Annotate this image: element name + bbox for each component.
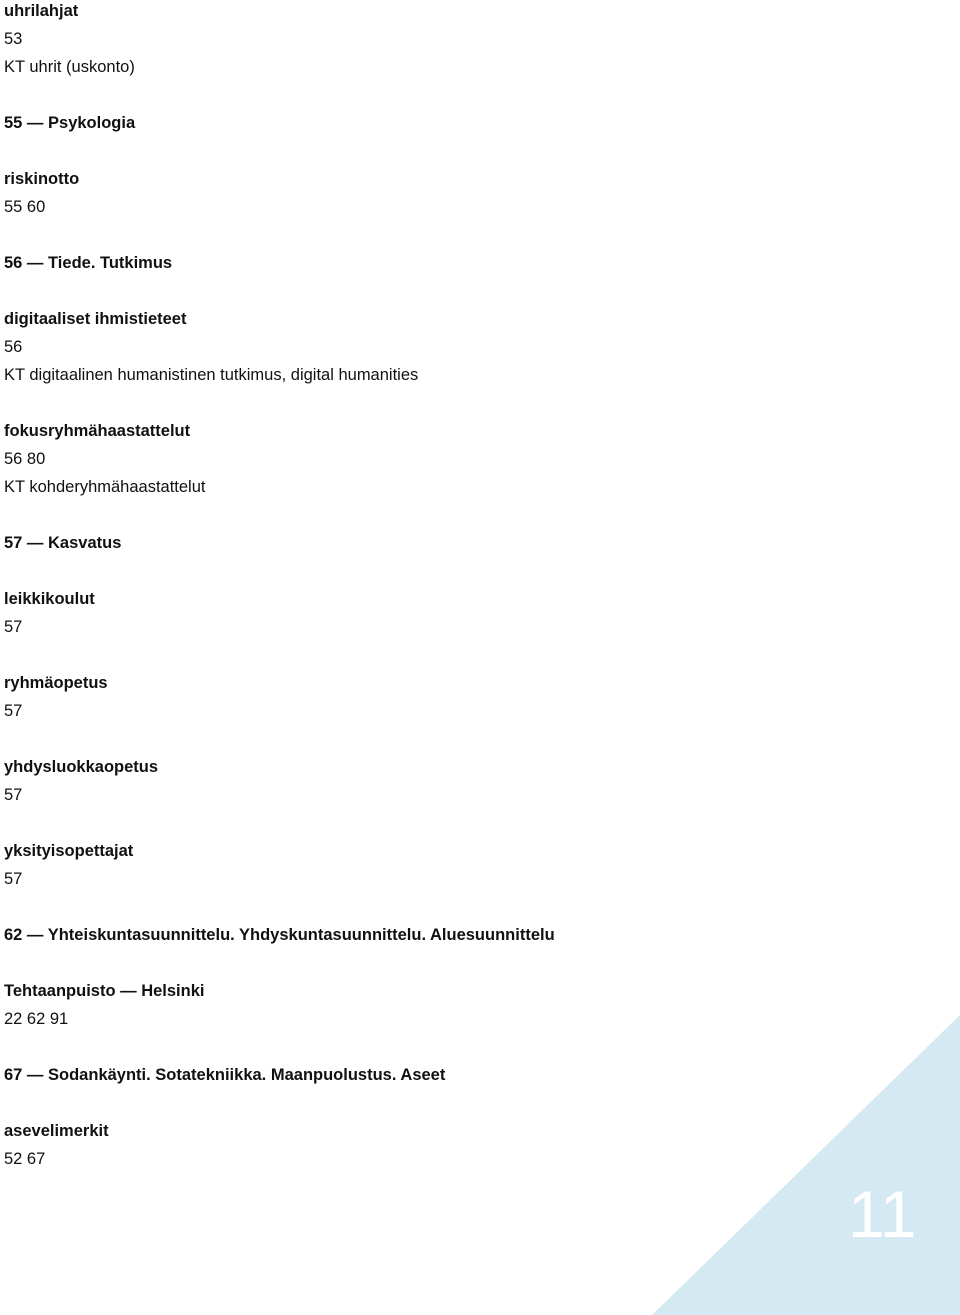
index-heading: uhrilahjat [4,2,79,20]
index-heading: digitaaliset ihmistieteet [4,310,187,328]
index-heading: yksityisopettajat [4,842,134,860]
index-heading: leikkikoulut [4,590,95,608]
index-entry: 22 62 91 [4,1010,69,1028]
index-entry: 56 80 [4,450,46,468]
index-heading: yhdysluokkaopetus [4,758,159,776]
index-entry: KT uhrit (uskonto) [4,58,135,76]
index-heading: ryhmäopetus [4,674,108,692]
index-heading: fokusryhmähaastattelut [4,422,191,440]
index-entry: KT digitaalinen humanistinen tutkimus, digital humanities [4,366,419,384]
index-heading: asevelimerkit [4,1122,109,1140]
index-entry: 57 [4,786,23,804]
index-heading: 55 — Psykologia [4,114,136,132]
index-heading: Tehtaanpuisto — Helsinki [4,982,205,1000]
index-entry: 57 [4,870,23,888]
index-heading: 62 — Yhteiskuntasuunnittelu. Yhdyskuntasuunnittelu. Aluesuunnittelu [4,926,555,944]
index-heading: 67 — Sodankäynti. Sotatekniikka. Maanpuolustus. Aseet [4,1066,446,1084]
index-heading: 56 — Tiede. Tutkimus [4,254,173,272]
index-entry: 52 67 [4,1150,46,1168]
index-entry: 55 60 [4,198,46,216]
page-number: 11 [848,1177,917,1251]
index-entry: 57 [4,702,23,720]
index-entry: 56 [4,338,23,356]
index-heading: 57 — Kasvatus [4,534,122,552]
index-entry: 57 [4,618,23,636]
index-entry: 53 [4,30,23,48]
index-heading: riskinotto [4,170,80,188]
index-entry: KT kohderyhmähaastattelut [4,478,206,496]
